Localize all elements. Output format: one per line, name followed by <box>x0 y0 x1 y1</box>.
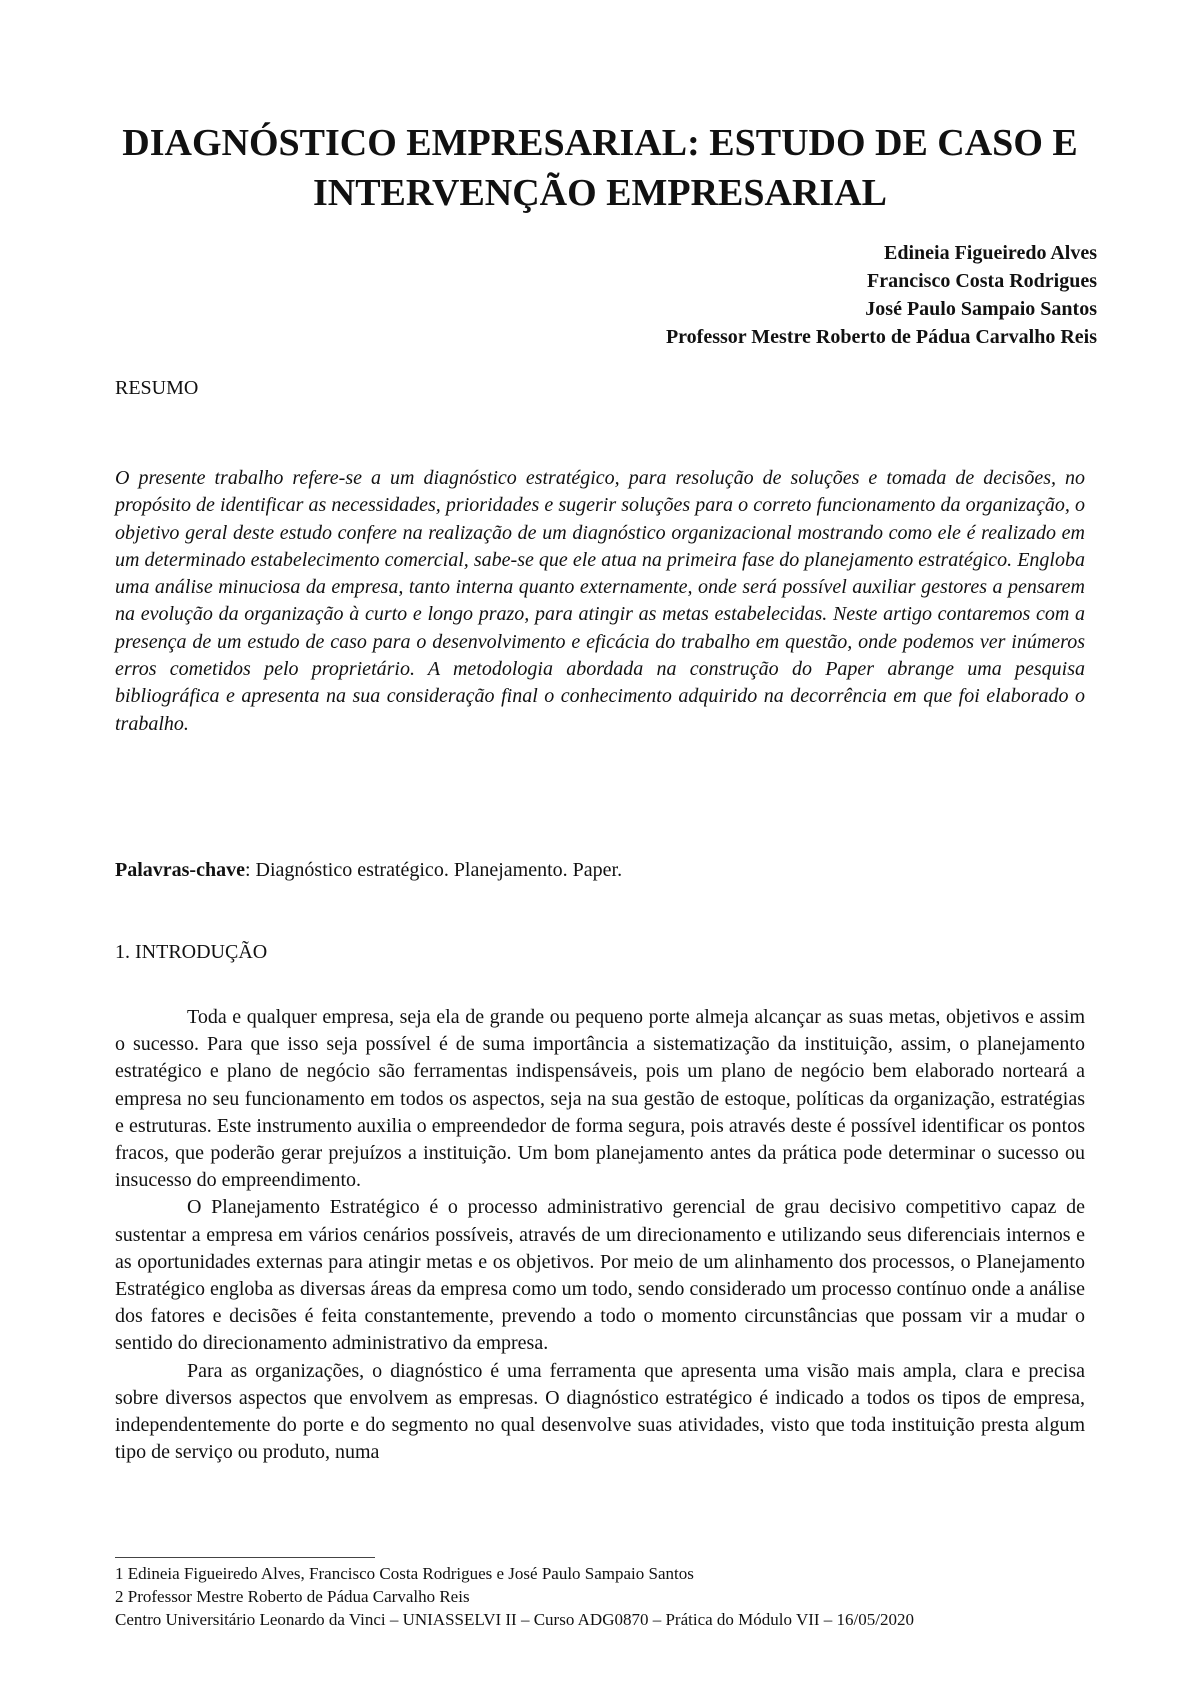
footnotes <box>115 1562 914 1631</box>
keywords-text: : Diagnóstico estratégico. Planejamento. Paper. <box>244 859 623 881</box>
author: José Paulo Sampaio Santos <box>865 298 1097 320</box>
paper-title: DIAGNÓSTICO EMPRESARIAL: ESTUDO DE CASO E INTERVENÇÃO EMPRESARIAL <box>122 122 1078 214</box>
introduction-body <box>115 1004 1085 1466</box>
paragraph: Para as organizações, o diagnóstico é uma ferramenta que apresenta uma visão mais ampla, clara e precisa sobre diversos aspectos que envolvem as empresas. O diagnóstico estratégico é indicado a todos os tipos de empresa, independentemente do porte e do segmento no qual desenvolve suas atividades, visto que toda instituição presta algum tipo de serviço ou produto, numa <box>115 1359 1085 1464</box>
author: Edineia Figueiredo Alves <box>884 242 1097 264</box>
paragraph: Toda e qualquer empresa, seja ela de grande ou pequeno porte almeja alcançar as suas metas, objetivos e assim o sucesso. Para que isso seja possível é de suma importância a sistematização da instituição, assim, o planejamento estratégico e plano de negócio são ferramentas indispensáveis, pois um plano de negócio bem elaborado norteará a empresa no seu funcionamento em todos os aspectos, seja na sua gestão de estoque, políticas da organização, estratégias e estruturas. Este instrumento auxilia o empreendedor de forma segura, pois através deste é possível identificar os pontos fracos, que poderão gerar prejuízos a instituição. Um bom planejamento antes da prática pode determinar o sucesso ou insucesso do empreendimento. <box>115 1006 1085 1192</box>
author: Francisco Costa Rodrigues <box>867 270 1097 292</box>
paragraph: O Planejamento Estratégico é o processo administrativo gerencial de grau decisivo competitivo capaz de sustentar a empresa em vários cenários possíveis, através de um direcionamento e utilizando seus diferenciais internos e as oportunidades externas para atingir metas e os objetivos. Por meio de um alinhamento dos processos, o Planejamento Estratégico engloba as diversas áreas da empresa como um todo, sendo considerado um processo contínuo onde a análise dos fatores e decisões é feita constantemente, prevendo a todo o momento circunstâncias que possam vir a mudar o sentido do direcionamento administrativo da empresa. <box>115 1196 1085 1355</box>
footnote: Centro Universitário Leonardo da Vinci – UNIASSELVI II – Curso ADG0870 – Prática do Módulo VII – 16/05/2020 <box>115 1610 914 1629</box>
footnote-divider <box>115 1557 375 1558</box>
introduction-heading: 1. INTRODUÇÃO <box>115 941 268 963</box>
author-advisor: Professor Mestre Roberto de Pádua Carvalho Reis <box>665 326 1097 348</box>
keywords-label: Palavras-chave <box>115 859 245 881</box>
author-list <box>666 239 1097 351</box>
abstract-heading: RESUMO <box>115 377 199 399</box>
abstract-text: O presente trabalho refere-se a um diagnóstico estratégico, para resolução de soluções e tomada de decisões, no propósito de identificar as necessidades, prioridades e sugerir soluções para o correto funcionamento da organização, o objetivo geral deste estudo confere na realização de um diagnóstico organizacional mostrando como ele é realizado em um determinado estabelecimento comercial, sabe-se que ele atua na primeira fase do planejamento estratégico. Engloba uma análise minuciosa da empresa, tanto interna quanto externamente, onde será possível auxiliar gestores a pensarem na evolução da organização à curto e longo prazo, para atingir as metas estabelecidas. Neste artigo contaremos com a presença de um estudo de caso para o desenvolvimento e eficácia do trabalho em questão, onde podemos ver inúmeros erros cometidos pelo proprietário. A metodologia abordada na construção do Paper abrange uma pesquisa bibliográfica e apresenta na sua consideração final o conhecimento adquirido na decorrência em que foi elaborado o trabalho. <box>115 467 1085 735</box>
footnote: 2 Professor Mestre Roberto de Pádua Carvalho Reis <box>115 1587 470 1606</box>
keywords <box>115 859 1085 882</box>
footnote: 1 Edineia Figueiredo Alves, Francisco Costa Rodrigues e José Paulo Sampaio Santos <box>115 1564 694 1583</box>
